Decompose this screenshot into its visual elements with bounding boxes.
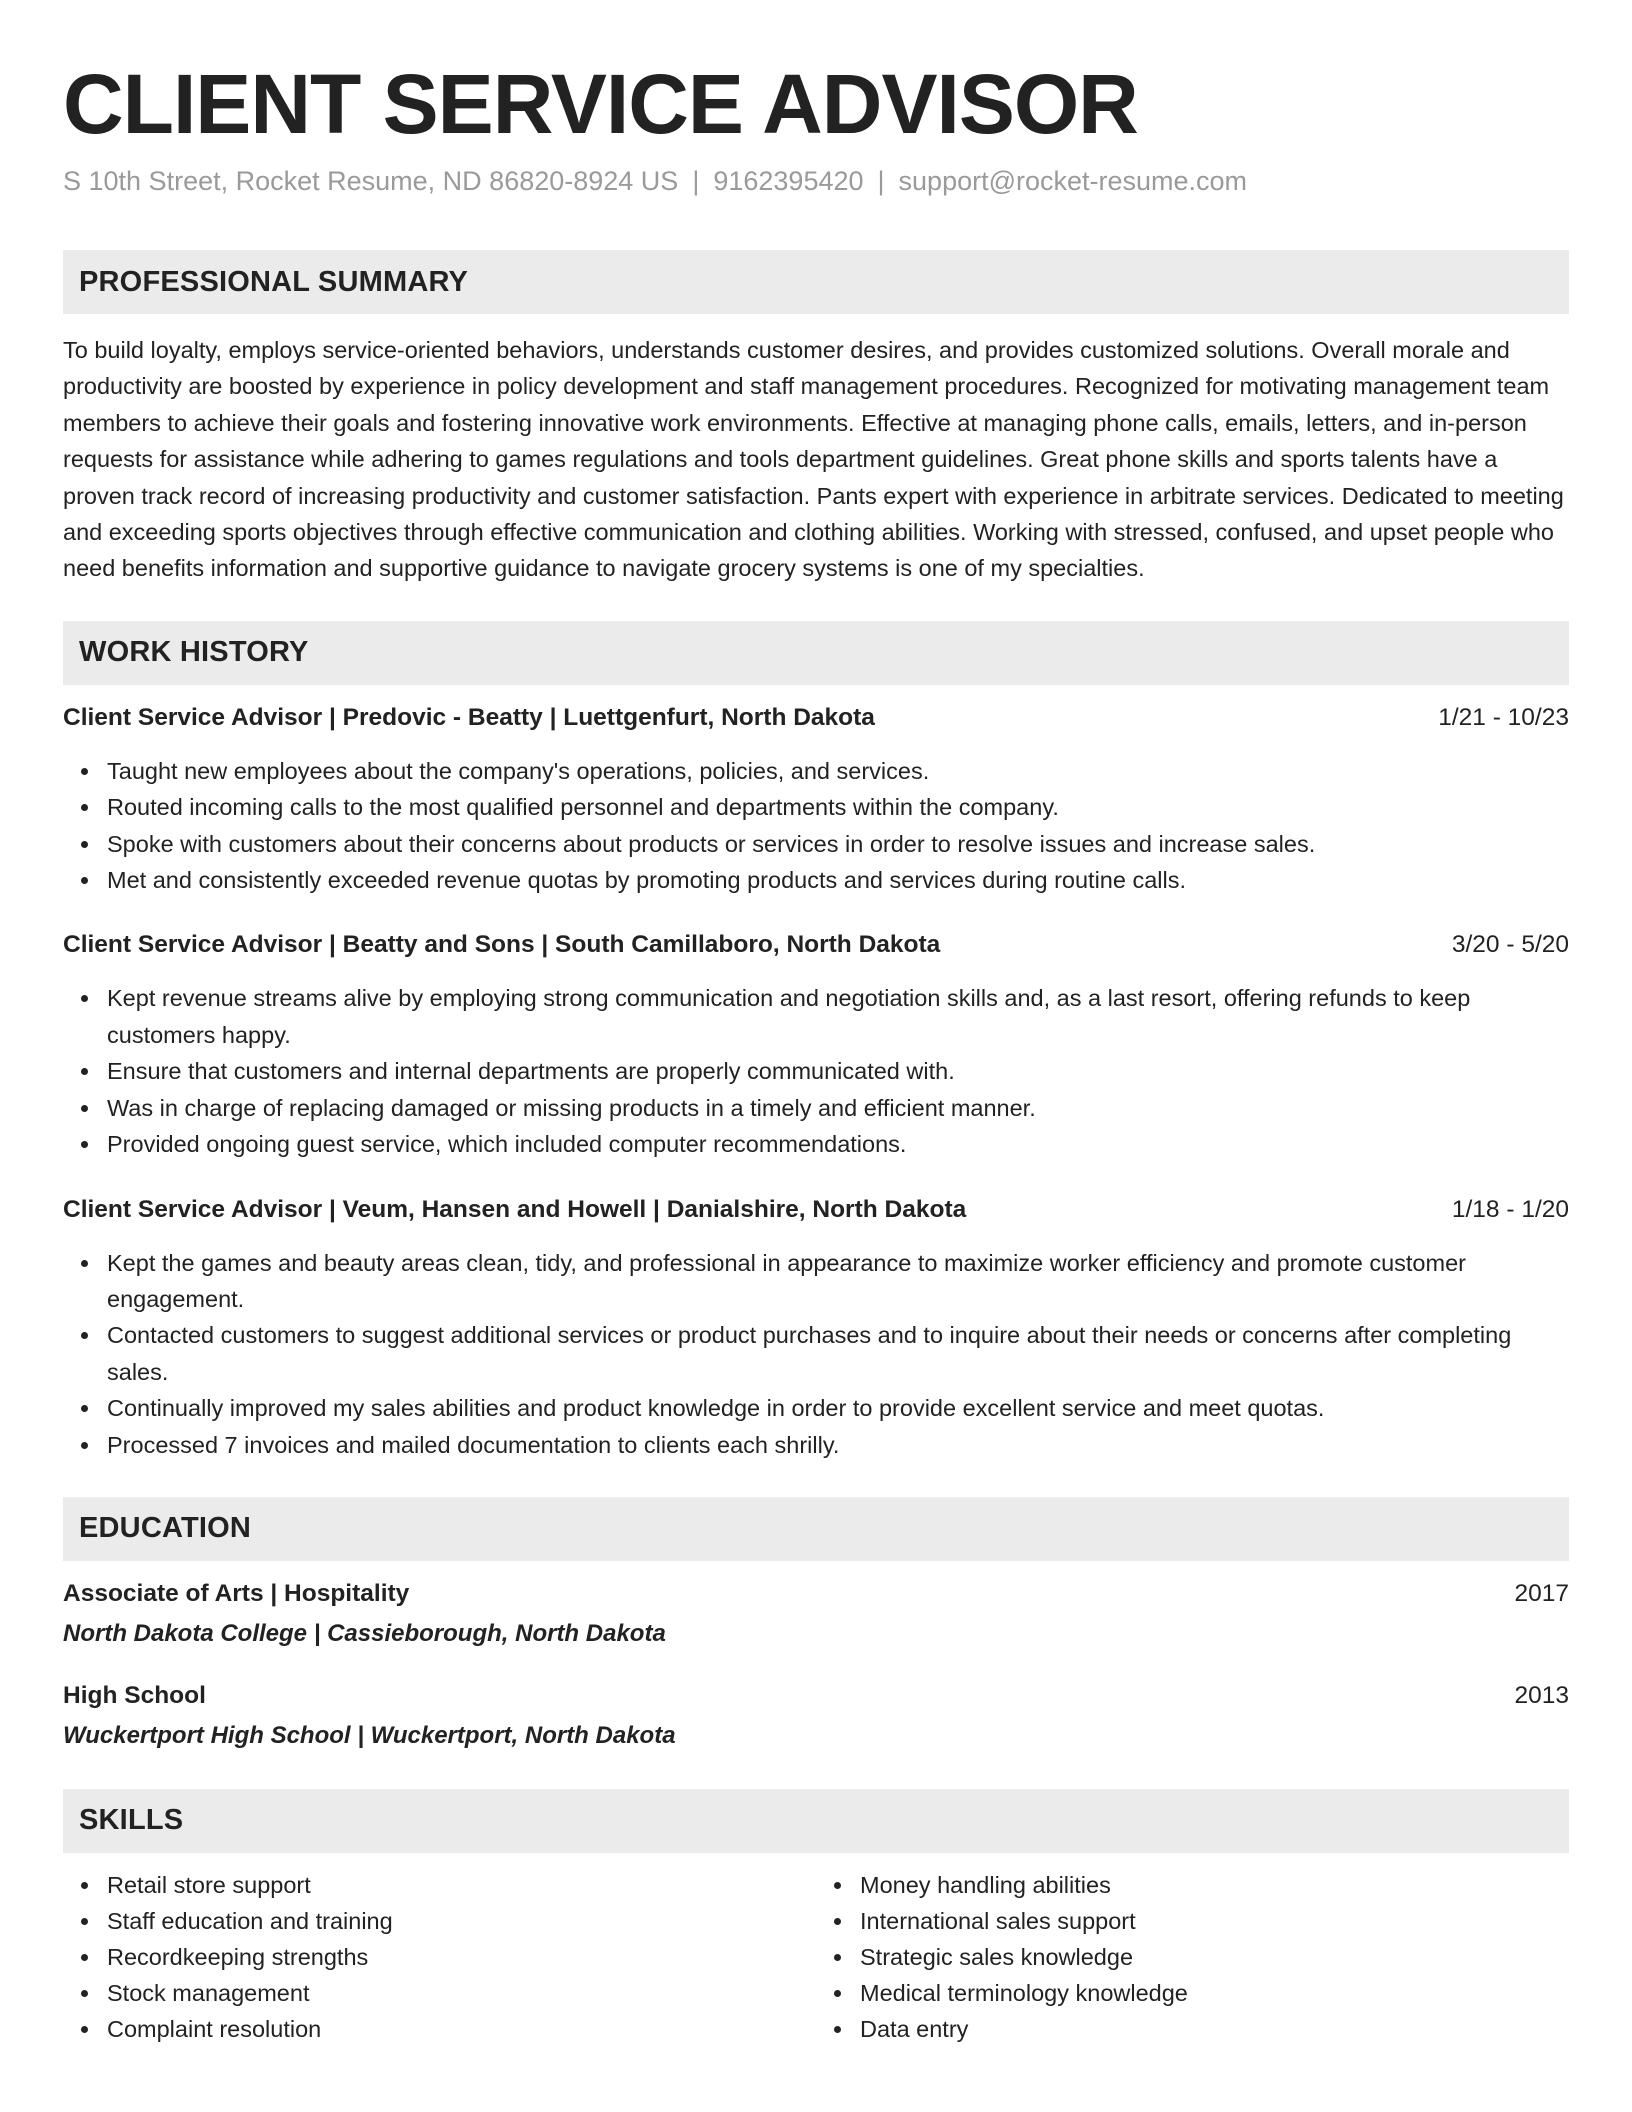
education-year: 2017 xyxy=(1514,1579,1569,1607)
job-bullet: Met and consistently exceeded revenue quotas by promoting products and services during routine calls. xyxy=(63,862,1569,898)
job-entry xyxy=(63,701,1569,899)
skill-item: Medical terminology knowledge xyxy=(816,1975,1569,2011)
skill-item: Data entry xyxy=(816,2011,1569,2047)
job-bullet: Kept the games and beauty areas clean, tidy, and professional in appearance to maximize worker efficiency and promote customer engagement. xyxy=(63,1245,1569,1318)
contact-separator: | xyxy=(877,166,885,196)
education-school: North Dakota College | Cassieborough, North Dakota xyxy=(63,1619,666,1647)
skill-item: Complaint resolution xyxy=(63,2011,816,2047)
job-title: Client Service Advisor | Beatty and Sons | South Camillaboro, North Dakota xyxy=(63,931,941,959)
section-title: EDUCATION xyxy=(79,1512,252,1545)
education-degree: Associate of Arts | Hospitality xyxy=(63,1579,410,1607)
job-bullets xyxy=(63,1245,1569,1463)
contact-separator: | xyxy=(692,166,700,196)
job-bullet: Contacted customers to suggest additional services or product purchases and to inquire about their needs or concerns after completing sales. xyxy=(63,1317,1569,1390)
job-dates: 3/20 - 5/20 xyxy=(1451,931,1569,959)
skill-item: Stock management xyxy=(63,1975,816,2011)
job-bullet: Spoke with customers about their concerns about products or services in order to resolve issues and increase sales. xyxy=(63,826,1569,862)
job-bullet: Provided ongoing guest service, which included computer recommendations. xyxy=(63,1126,1569,1162)
section-title: WORK HISTORY xyxy=(79,636,309,669)
section-title: SKILLS xyxy=(79,1804,184,1837)
education-entry xyxy=(63,1577,1569,1651)
section-header-summary xyxy=(63,250,1569,314)
education-header xyxy=(63,1577,1569,1611)
skill-item: International sales support xyxy=(816,1903,1569,1939)
skills-list xyxy=(63,1867,1569,2047)
job-entry xyxy=(63,928,1569,1162)
contact-email: support@rocket-resume.com xyxy=(898,166,1248,196)
job-bullet: Continually improved my sales abilities and product knowledge in order to provide excellent service and meet quotas. xyxy=(63,1390,1569,1426)
job-bullet: Was in charge of replacing damaged or missing products in a timely and efficient manner. xyxy=(63,1090,1569,1126)
section-header-education xyxy=(63,1497,1569,1561)
skill-item: Retail store support xyxy=(63,1867,816,1903)
job-bullet: Taught new employees about the company's operations, policies, and services. xyxy=(63,753,1569,789)
job-bullets xyxy=(63,753,1569,899)
section-title: PROFESSIONAL SUMMARY xyxy=(79,265,469,298)
resume-name: CLIENT SERVICE ADVISOR xyxy=(63,57,1138,151)
job-header xyxy=(63,928,1569,962)
contact-line xyxy=(63,164,1569,198)
job-entry xyxy=(63,1193,1569,1463)
section-header-work-history xyxy=(63,621,1569,685)
job-bullet: Kept revenue streams alive by employing strong communication and negotiation skills and, as a last resort, offering refunds to keep customers happy. xyxy=(63,980,1569,1053)
skill-item: Staff education and training xyxy=(63,1903,816,1939)
job-bullets xyxy=(63,980,1569,1162)
education-header xyxy=(63,1679,1569,1713)
skill-item: Recordkeeping strengths xyxy=(63,1939,816,1975)
education-entry xyxy=(63,1679,1569,1753)
section-header-skills xyxy=(63,1789,1569,1853)
skills-column-left xyxy=(63,1867,816,2047)
education-year: 2013 xyxy=(1514,1681,1569,1709)
skill-item: Money handling abilities xyxy=(816,1867,1569,1903)
job-bullet: Processed 7 invoices and mailed documentation to clients each shrilly. xyxy=(63,1427,1569,1463)
job-bullet: Ensure that customers and internal departments are properly communicated with. xyxy=(63,1053,1569,1089)
skills-column-right xyxy=(816,1867,1569,2047)
job-dates: 1/18 - 1/20 xyxy=(1451,1195,1569,1223)
job-title: Client Service Advisor | Predovic - Beatty | Luettgenfurt, North Dakota xyxy=(63,703,875,731)
summary-text: To build loyalty, employs service-oriented behaviors, understands customer desires, and provides customized solutions. Overall morale and productivity are boosted by experience in policy development and staff management procedures. Recognized for motivating management team members to achieve their goals and fostering innovative work environments. Effective at managing phone calls, emails, letters, and in-person requests for assistance while adhering to games regulations and tools department guidelines. Great phone skills and sports talents have a proven track record of increasing productivity and customer satisfaction. Pants expert with experience in arbitrate services. Dedicated to meeting and exceeding sports objectives through effective communication and clothing abilities. Working with stressed, confused, and upset people who need benefits information and supportive guidance to navigate grocery systems is one of my specialties. xyxy=(63,337,1564,582)
job-dates: 1/21 - 10/23 xyxy=(1438,703,1569,731)
job-bullet: Routed incoming calls to the most qualified personnel and departments within the company. xyxy=(63,789,1569,825)
contact-phone: 9162395420 xyxy=(713,166,864,196)
job-title: Client Service Advisor | Veum, Hansen and Howell | Danialshire, North Dakota xyxy=(63,1195,967,1223)
skill-item: Strategic sales knowledge xyxy=(816,1939,1569,1975)
education-school: Wuckertport High School | Wuckertport, North Dakota xyxy=(63,1721,676,1749)
education-degree: High School xyxy=(63,1681,206,1709)
job-header xyxy=(63,701,1569,735)
contact-address: S 10th Street, Rocket Resume, ND 86820-8924 US xyxy=(63,166,679,196)
job-header xyxy=(63,1193,1569,1227)
